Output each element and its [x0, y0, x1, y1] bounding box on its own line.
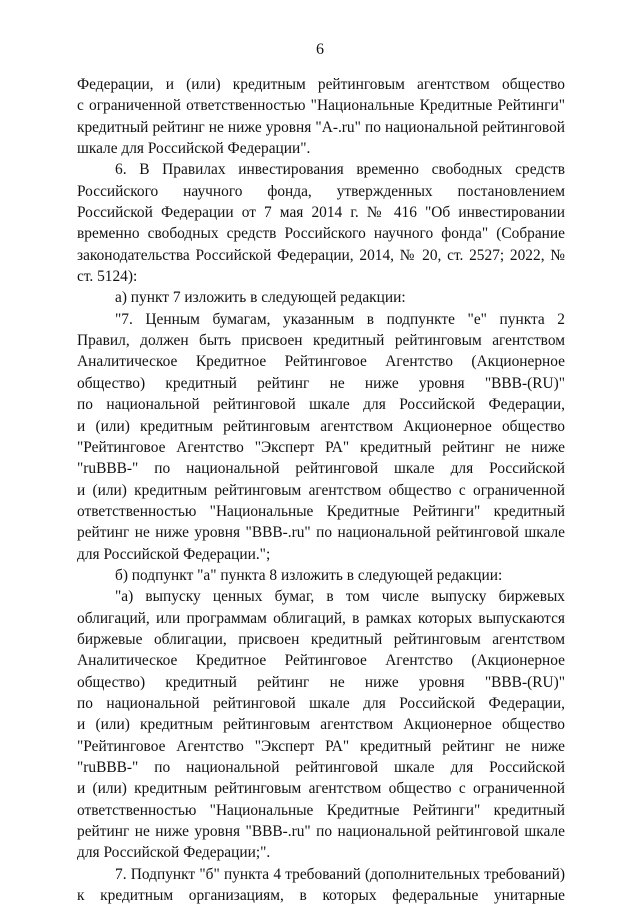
text-line: б) подпункт "а" пункта 8 изложить в следующей редакции: [115, 566, 503, 584]
text-line: Российского научного фонда, утвержденных постановлением [77, 182, 565, 200]
text-line: а) пункт 7 изложить в следующей редакции: [115, 289, 406, 307]
text-line: Федерации, и (или) кредитным рейтинговым агентством общество [77, 76, 565, 93]
text-line: временно свободных средств Российского научного фонда" (Собрание [77, 225, 565, 243]
text-line: Аналитическое Кредитное Рейтинговое Агентство (Акционерное [77, 353, 565, 371]
text-line: кредитный рейтинг не ниже уровня "A-.ru" по национальной рейтинговой [77, 118, 565, 136]
text-line: рейтинг не ниже уровня "BBB-.ru" по национальной рейтинговой шкале [77, 524, 565, 542]
paragraph [77, 309, 565, 565]
paragraph [77, 74, 565, 159]
text-line: рейтинг не ниже уровня "BBB-.ru" по национальной рейтинговой шкале [77, 823, 565, 841]
text-line: Российской Федерации от 7 мая 2014 г. № 416 "Об инвестировании [77, 204, 565, 222]
text-line: ответственностью "Национальные Кредитные Рейтинги" кредитный [77, 801, 565, 819]
text-line: "ruBBB-" по национальной рейтинговой шкале для Российской [77, 759, 565, 776]
text-line: ст. 5124): [77, 268, 138, 286]
paragraph [77, 864, 565, 906]
text-line: общество) кредитный рейтинг не ниже уровня "BBB-(RU)" [77, 673, 565, 691]
text-line: и (или) кредитным рейтинговым агентством Акционерное общество [77, 716, 565, 734]
document-body [77, 74, 565, 906]
text-line: и (или) кредитным рейтинговым агентством общество с ограниченной [77, 780, 565, 798]
page-number: 6 [316, 41, 324, 58]
text-line: шкале для Российской Федерации". [77, 140, 311, 158]
text-line: ответственностью "Национальные Кредитные Рейтинги" кредитный [77, 502, 565, 520]
text-line: облигаций, или программам облигаций, в рамках которых выпускаются [77, 609, 565, 627]
text-line: и (или) кредитным рейтинговым агентством Акционерное общество [77, 417, 565, 435]
paragraph [77, 159, 565, 287]
text-line: 6. В Правилах инвестирования временно свободных средств [115, 161, 565, 179]
text-line: общество) кредитный рейтинг не ниже уровня "BBB-(RU)" [77, 374, 565, 392]
text-line: к кредитным организациям, в которых федеральные унитарные [77, 887, 565, 905]
text-line: Аналитическое Кредитное Рейтинговое Агентство (Акционерное [77, 652, 565, 670]
text-line: "Рейтинговое Агентство "Эксперт РА" кредитный рейтинг не ниже [77, 737, 565, 755]
text-line: по национальной рейтинговой шкале для Российской Федерации, [77, 396, 565, 414]
text-line: законодательства Российской Федерации, 2014, № 20, ст. 2527; 2022, № [77, 246, 565, 264]
text-line: и (или) кредитным рейтинговым агентством общество с ограниченной [77, 481, 565, 499]
text-line: биржевые облигации, присвоен кредитный рейтинговым агентством [77, 630, 565, 648]
paragraph [77, 565, 565, 586]
text-line: для Российской Федерации;". [77, 844, 271, 862]
text-line: по национальной рейтинговой шкале для Российской Федерации, [77, 694, 565, 712]
text-line: "а) выпуску ценных бумаг, в том числе выпуску биржевых [115, 588, 565, 606]
text-line: "7. Ценным бумагам, указанным в подпункте "е" пункта 2 [115, 310, 565, 328]
text-line: "ruBBB-" по национальной рейтинговой шкале для Российской [77, 460, 565, 478]
text-line: Правил, должен быть присвоен кредитный рейтинговым агентством [77, 332, 565, 350]
text-line: "Рейтинговое Агентство "Эксперт РА" кредитный рейтинг не ниже [77, 438, 565, 456]
text-line: с ограниченной ответственностью "Национальные Кредитные Рейтинги" [77, 97, 565, 115]
text-line: 7. Подпункт "б" пункта 4 требований (дополнительных требований) [115, 865, 565, 883]
paragraph [77, 287, 565, 308]
text-line: для Российской Федерации."; [77, 545, 271, 563]
paragraph [77, 586, 565, 863]
